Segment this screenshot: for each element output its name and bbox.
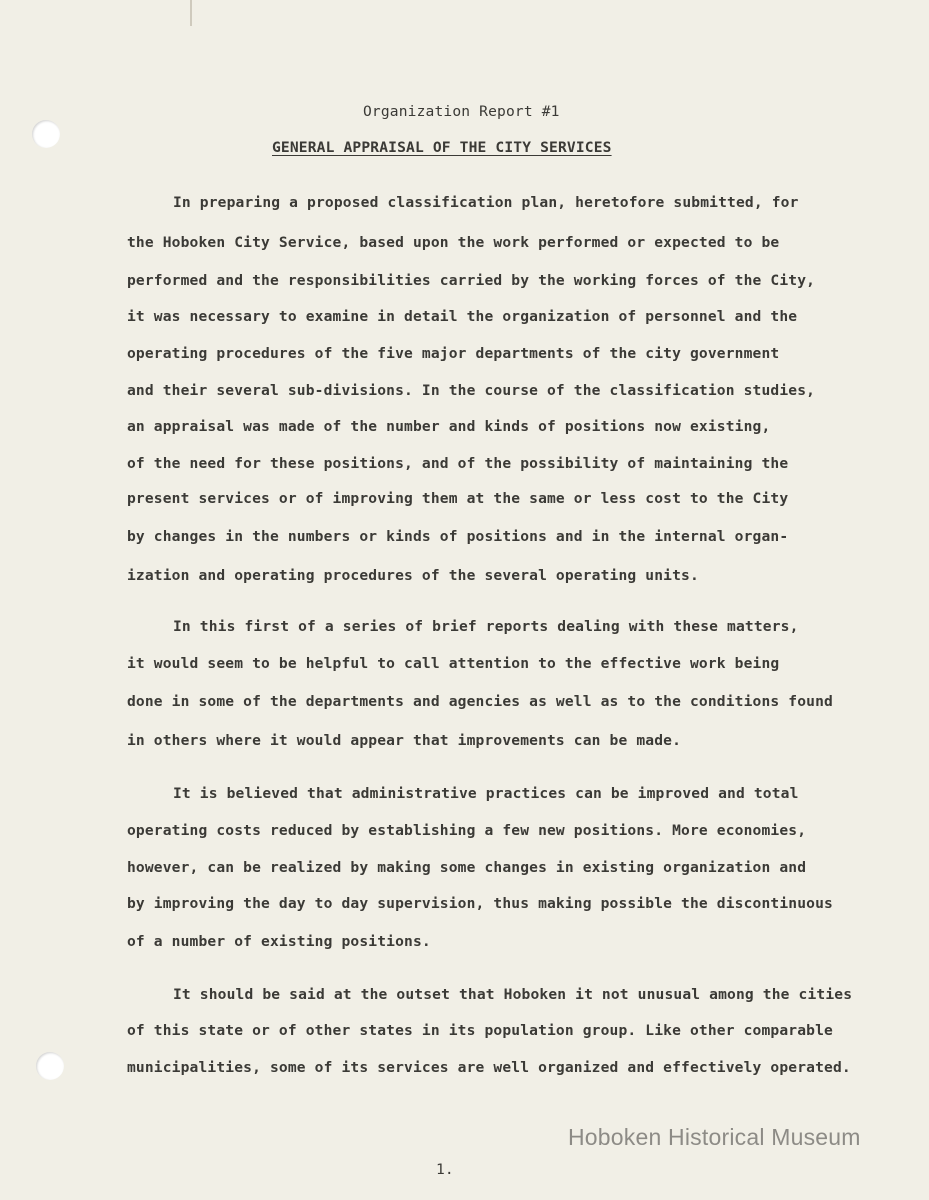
museum-watermark: Hoboken Historical Museum bbox=[568, 1124, 861, 1150]
punch-hole-top bbox=[32, 120, 60, 148]
paragraph-1-line-3: performed and the responsibilities carried by the working forces of the City, bbox=[127, 272, 816, 289]
paragraph-2-line-1: In this first of a series of brief reports dealing with these matters, bbox=[173, 618, 799, 635]
paragraph-1-line-6: and their several sub-divisions. In the course of the classification studies, bbox=[127, 382, 816, 399]
report-title: Organization Report #1 bbox=[363, 103, 560, 120]
paragraph-1-line-10: by changes in the numbers or kinds of positions and in the internal organ- bbox=[127, 528, 789, 545]
paragraph-1-line-1: In preparing a proposed classification plan, heretofore submitted, for bbox=[173, 194, 799, 211]
paragraph-1-line-4: it was necessary to examine in detail the organization of personnel and the bbox=[127, 308, 798, 325]
paragraph-1-line-11: ization and operating procedures of the several operating units. bbox=[127, 567, 699, 584]
report-subtitle: GENERAL APPRAISAL OF THE CITY SERVICES bbox=[272, 139, 612, 156]
paragraph-2-line-3: done in some of the departments and agencies as well as to the conditions found bbox=[127, 693, 833, 710]
paragraph-2-line-4: in others where it would appear that improvements can be made. bbox=[127, 732, 682, 749]
paragraph-1-line-5: operating procedures of the five major departments of the city government bbox=[127, 345, 780, 362]
paragraph-3-line-4: by improving the day to day supervision, thus making possible the discontinuous bbox=[127, 895, 833, 912]
punch-hole-bottom bbox=[36, 1052, 64, 1080]
paragraph-3-line-2: operating costs reduced by establishing a few new positions. More economies, bbox=[127, 822, 807, 839]
paragraph-1-line-8: of the need for these positions, and of the possibility of maintaining the bbox=[127, 455, 789, 472]
paragraph-1-line-9: present services or of improving them at the same or less cost to the City bbox=[127, 490, 789, 507]
paragraph-4-line-1: It should be said at the outset that Hoboken it not unusual among the cities bbox=[173, 986, 853, 1003]
paragraph-3-line-5: of a number of existing positions. bbox=[127, 933, 431, 950]
paragraph-1-line-7: an appraisal was made of the number and kinds of positions now existing, bbox=[127, 418, 771, 435]
page-number: 1. bbox=[436, 1161, 454, 1178]
paragraph-3-line-3: however, can be realized by making some changes in existing organization and bbox=[127, 859, 807, 876]
paragraph-4-line-3: municipalities, some of its services are well organized and effectively operated. bbox=[127, 1059, 851, 1076]
staple-mark bbox=[190, 0, 192, 26]
paragraph-4-line-2: of this state or of other states in its population group. Like other comparable bbox=[127, 1022, 833, 1039]
paragraph-2-line-2: it would seem to be helpful to call attention to the effective work being bbox=[127, 655, 780, 672]
paragraph-3-line-1: It is believed that administrative practices can be improved and total bbox=[173, 785, 799, 802]
paragraph-1-line-2: the Hoboken City Service, based upon the work performed or expected to be bbox=[127, 234, 780, 251]
